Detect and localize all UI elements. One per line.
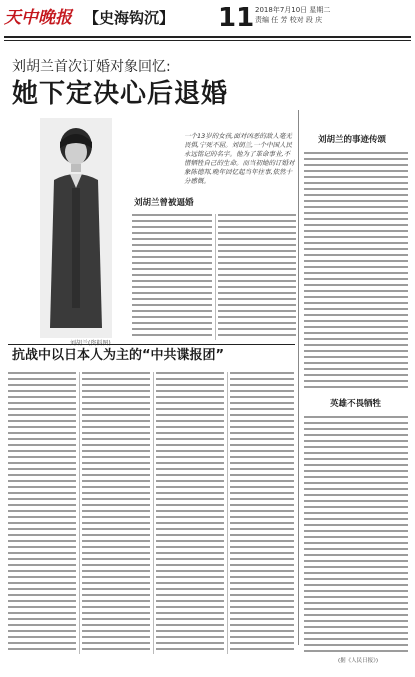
column-divider	[153, 372, 154, 654]
column-divider	[215, 214, 216, 340]
sidebar-text	[304, 152, 408, 390]
column-name: 【史海钩沉】	[84, 9, 175, 27]
section-heading: 抗战中以日本人为主的“中共谍报团”	[12, 348, 225, 363]
body-text-column	[156, 372, 224, 654]
body-text-column	[230, 372, 294, 654]
sidebar-text	[304, 416, 408, 652]
source-note: (据《人民日报》)	[338, 658, 379, 664]
body-text-column	[132, 214, 212, 340]
header-rule-thin	[4, 40, 411, 41]
sidebar-divider	[298, 110, 299, 645]
portrait-figure-icon	[40, 118, 112, 338]
body-text-column	[82, 372, 150, 654]
section-rule	[8, 344, 295, 345]
headline-kicker: 刘胡兰首次订婚对象回忆:	[12, 59, 171, 75]
column-divider	[79, 372, 80, 654]
masthead-info	[255, 5, 410, 25]
sidebar-title: 刘胡兰的事迹传颂	[318, 135, 387, 145]
sidebar-bottom-title: 英雄不畏牺牲	[330, 399, 382, 409]
page-number: 11	[218, 3, 255, 33]
page-title: 她下定决心后退婚	[12, 79, 229, 109]
date-line: 2018年7月10日 星期二	[255, 6, 331, 14]
body-text-column	[218, 214, 296, 340]
column-divider	[227, 372, 228, 654]
editor-line: 责编 任 芳 校对 段 庆	[255, 16, 323, 24]
portrait-photo	[40, 118, 112, 338]
header-rule	[4, 36, 411, 38]
body-text-column	[8, 372, 76, 654]
intro-quote: 一个13岁的女孩,面对凶恶的敌人毫无畏惧,宁死不屈。刘胡兰,一个中国人民永远铭记的名字。他为了革命事业,不惜牺牲自己的生命。而当初她的订婚对象陈德邦,晚年回忆起当年往事,依然十分感慨。	[184, 132, 295, 185]
photo-caption	[70, 338, 111, 347]
newspaper-logo: 天中晚报	[4, 8, 72, 28]
subhead: 刘胡兰曾被逼婚	[134, 198, 194, 208]
